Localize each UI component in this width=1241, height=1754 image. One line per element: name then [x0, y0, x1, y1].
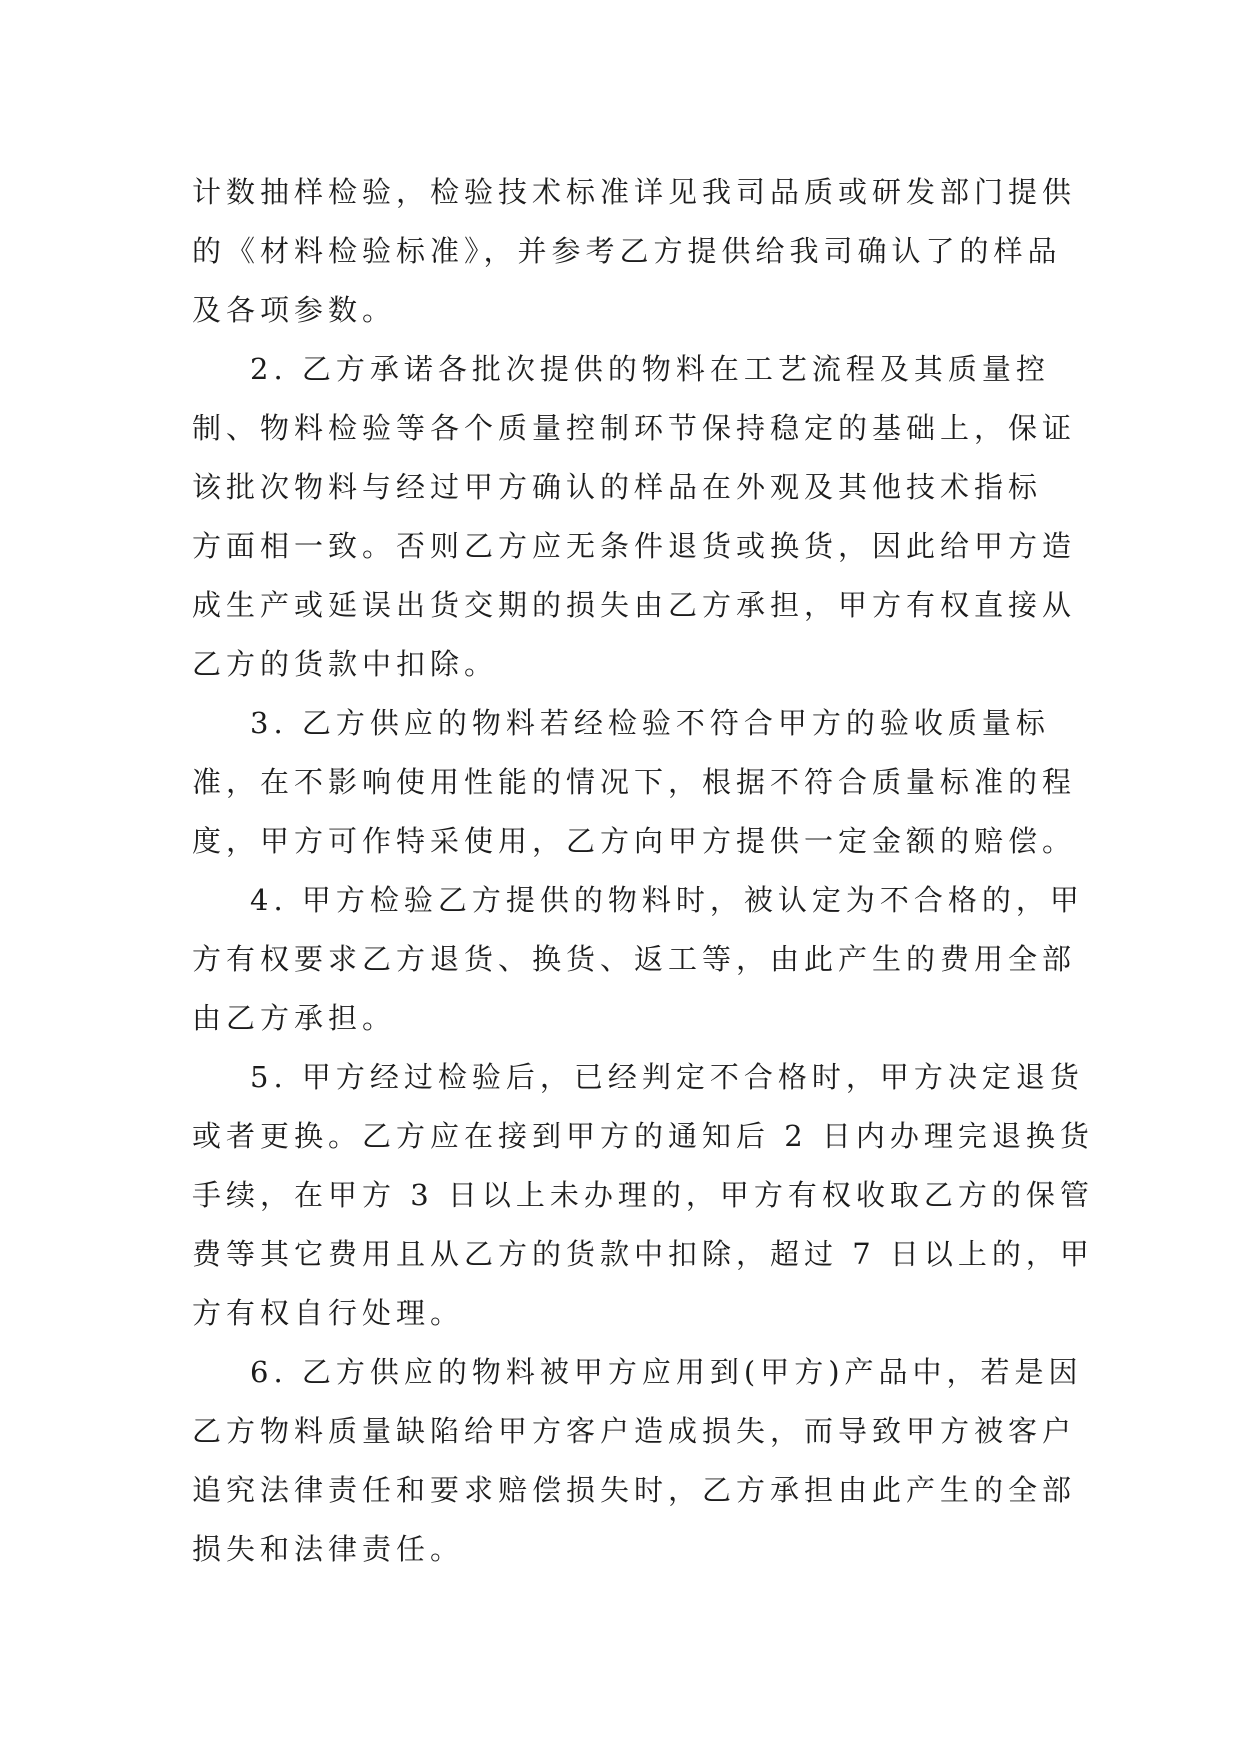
text-line: 2. 乙方承诺各批次提供的物料在工艺流程及其质量控 — [250, 352, 1050, 386]
text-line: 的《材料检验标准》，并参考乙方提供给我司确认了的样品 — [192, 234, 1062, 268]
text-line: 或者更换。乙方应在接到甲方的通知后 2 日内办理完退换货 — [192, 1119, 1094, 1153]
text-line: 手续，在甲方 3 日以上未办理的，甲方有权收取乙方的保管 — [192, 1178, 1094, 1212]
text-line: 由乙方承担。 — [192, 1001, 397, 1035]
text-line: 计数抽样检验，检验技术标准详见我司品质或研发部门提供 — [192, 175, 1077, 209]
text-line: 乙方的货款中扣除。 — [192, 647, 499, 681]
text-line: 度，甲方可作特采使用，乙方向甲方提供一定金额的赔偿。 — [192, 824, 1077, 858]
text-line: 成生产或延误出货交期的损失由乙方承担，甲方有权直接从 — [192, 588, 1077, 622]
text-line: 及各项参数。 — [192, 293, 397, 327]
paragraph-clause-3 — [192, 694, 1077, 871]
text-line: 3. 乙方供应的物料若经检验不符合甲方的验收质量标 — [250, 706, 1050, 740]
text-line: 制、物料检验等各个质量控制环节保持稳定的基础上，保证 — [192, 411, 1077, 445]
text-line: 4. 甲方检验乙方提供的物料时，被认定为不合格的，甲 — [250, 883, 1084, 917]
paragraph-clause-5 — [192, 1048, 1094, 1343]
text-line: 准，在不影响使用性能的情况下，根据不符合质量标准的程 — [192, 765, 1077, 799]
text-line: 该批次物料与经过甲方确认的样品在外观及其他技术指标 — [192, 470, 1043, 504]
paragraph-clause-2 — [192, 340, 1077, 694]
text-line: 6. 乙方供应的物料被甲方应用到(甲方)产品中，若是因 — [250, 1355, 1083, 1389]
document-body — [192, 163, 1094, 1579]
text-line: 方有权自行处理。 — [192, 1296, 465, 1330]
text-line: 方有权要求乙方退货、换货、返工等，由此产生的费用全部 — [192, 942, 1077, 976]
paragraph-clause-6 — [192, 1343, 1083, 1579]
text-line: 损失和法律责任。 — [192, 1532, 465, 1566]
text-line: 乙方物料质量缺陷给甲方客户造成损失，而导致甲方被客户 — [192, 1414, 1077, 1448]
text-line: 方面相一致。否则乙方应无条件退货或换货，因此给甲方造 — [192, 529, 1077, 563]
text-line: 5. 甲方经过检验后，已经判定不合格时，甲方决定退货 — [250, 1060, 1084, 1094]
text-line: 追究法律责任和要求赔偿损失时，乙方承担由此产生的全部 — [192, 1473, 1077, 1507]
text-line: 费等其它费用且从乙方的货款中扣除，超过 7 日以上的，甲 — [192, 1237, 1094, 1271]
paragraph-clause-4 — [192, 871, 1084, 1048]
paragraph-sampling-standard — [192, 163, 1077, 340]
